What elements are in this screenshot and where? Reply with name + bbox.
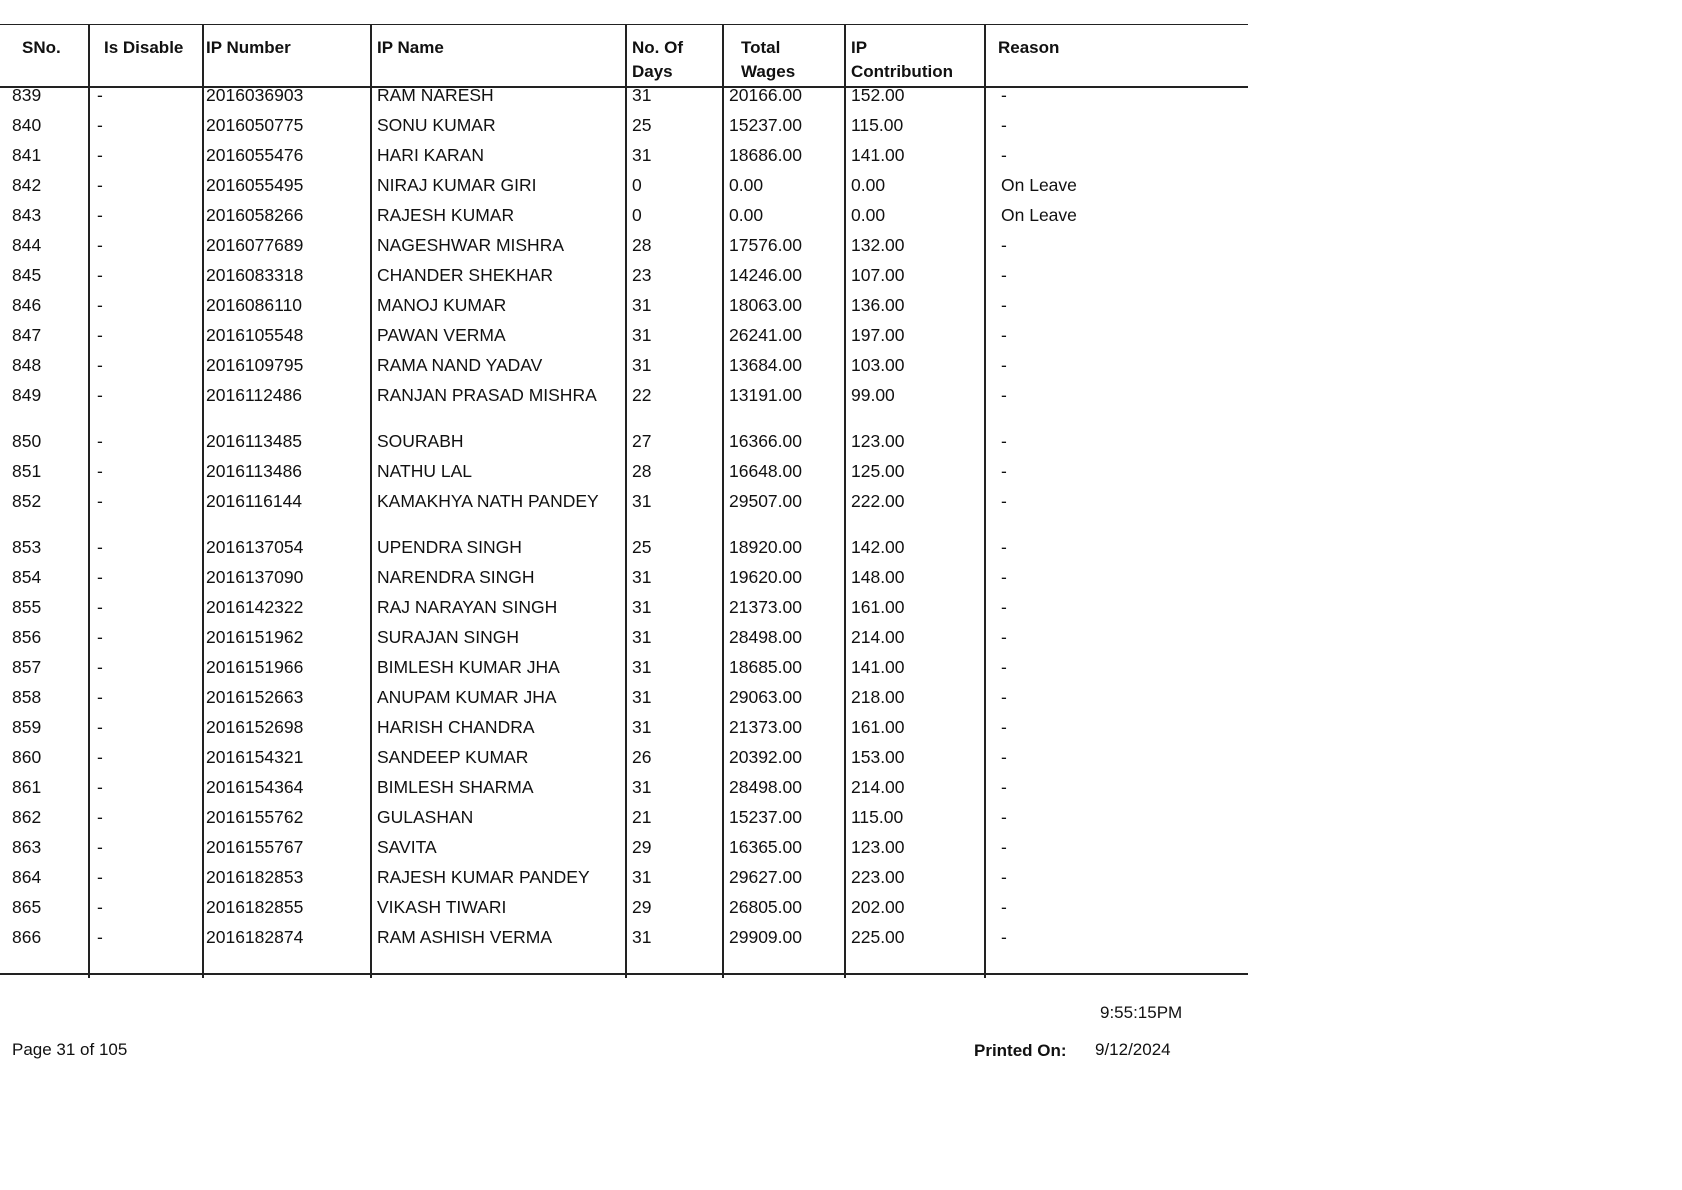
cell-ip-name: SURAJAN SINGH	[377, 627, 519, 647]
cell-no-of-days: 27	[632, 431, 652, 451]
cell-ip-name: RAM NARESH	[377, 85, 494, 105]
cell-sno: 850	[12, 431, 42, 451]
cell-sno: 858	[12, 687, 42, 707]
cell-sno: 861	[12, 777, 42, 797]
cell-total-wages: 20392.00	[729, 747, 802, 767]
cell-no-of-days: 31	[632, 927, 652, 947]
cell-no-of-days: 31	[632, 567, 652, 587]
table-row	[0, 742, 1248, 772]
cell-total-wages: 14246.00	[729, 265, 802, 285]
cell-reason: -	[1001, 537, 1007, 557]
cell-no-of-days: 31	[632, 717, 652, 737]
cell-ip-number: 2016083318	[206, 265, 304, 285]
cell-reason: -	[1001, 295, 1007, 315]
cell-ip-number: 2016154321	[206, 747, 304, 767]
cell-no-of-days: 25	[632, 115, 652, 135]
header-ip-number: IP Number	[206, 38, 291, 57]
cell-sno: 840	[12, 115, 42, 135]
cell-sno: 860	[12, 747, 42, 767]
cell-total-wages: 16365.00	[729, 837, 802, 857]
cell-sno: 849	[12, 385, 42, 405]
cell-ip-number: 2016055495	[206, 175, 304, 195]
cell-ip-contribution: 107.00	[851, 265, 905, 285]
cell-ip-number: 2016036903	[206, 85, 304, 105]
cell-sno: 859	[12, 717, 42, 737]
cell-sno: 864	[12, 867, 42, 887]
cell-ip-name: UPENDRA SINGH	[377, 537, 522, 557]
cell-ip-number: 2016113485	[206, 431, 303, 451]
cell-ip-name: KAMAKHYA NATH PANDEY	[377, 491, 599, 511]
table-row	[0, 80, 1248, 110]
cell-no-of-days: 31	[632, 687, 652, 707]
cell-total-wages: 15237.00	[729, 807, 802, 827]
table-body	[0, 80, 1248, 952]
table-row	[0, 486, 1248, 532]
cell-ip-name: MANOJ KUMAR	[377, 295, 507, 315]
cell-ip-name: NATHU LAL	[377, 461, 472, 481]
cell-is-disable: -	[97, 265, 103, 285]
cell-reason: -	[1001, 235, 1007, 255]
table-row	[0, 622, 1248, 652]
cell-ip-contribution: 223.00	[851, 867, 905, 887]
cell-reason: -	[1001, 897, 1007, 917]
cell-ip-contribution: 115.00	[851, 807, 904, 827]
cell-is-disable: -	[97, 897, 103, 917]
header-total-wages: Total Wages	[741, 38, 796, 81]
cell-sno: 863	[12, 837, 42, 857]
cell-total-wages: 29627.00	[729, 867, 802, 887]
cell-ip-number: 2016137054	[206, 537, 304, 557]
cell-ip-number: 2016142322	[206, 597, 304, 617]
cell-ip-contribution: 0.00	[851, 175, 886, 195]
cell-is-disable: -	[97, 567, 103, 587]
cell-total-wages: 29909.00	[729, 927, 802, 947]
cell-no-of-days: 31	[632, 295, 652, 315]
cell-no-of-days: 29	[632, 897, 652, 917]
cell-ip-number: 2016151962	[206, 627, 304, 647]
cell-no-of-days: 28	[632, 461, 652, 481]
cell-reason: -	[1001, 927, 1007, 947]
cell-ip-number: 2016152698	[206, 717, 304, 737]
cell-is-disable: -	[97, 867, 103, 887]
cell-reason: -	[1001, 627, 1007, 647]
cell-sno: 841	[12, 145, 42, 165]
cell-is-disable: -	[97, 837, 103, 857]
cell-reason: On Leave	[1001, 175, 1077, 195]
table-row	[0, 140, 1248, 170]
cell-sno: 852	[12, 491, 42, 511]
cell-ip-contribution: 161.00	[851, 597, 905, 617]
cell-is-disable: -	[97, 461, 103, 481]
table-row	[0, 380, 1248, 426]
cell-total-wages: 29063.00	[729, 687, 802, 707]
cell-is-disable: -	[97, 491, 103, 511]
table-row	[0, 426, 1248, 456]
cell-is-disable: -	[97, 235, 103, 255]
cell-ip-name: SAVITA	[377, 837, 437, 857]
cell-no-of-days: 31	[632, 325, 652, 345]
cell-ip-contribution: 141.00	[851, 145, 905, 165]
cell-sno: 851	[12, 461, 42, 481]
cell-is-disable: -	[97, 597, 103, 617]
cell-ip-name: CHANDER SHEKHAR	[377, 265, 553, 285]
cell-total-wages: 18685.00	[729, 657, 802, 677]
cell-is-disable: -	[97, 145, 103, 165]
cell-ip-name: ANUPAM KUMAR JHA	[377, 687, 557, 707]
table-row	[0, 562, 1248, 592]
table-row	[0, 892, 1248, 922]
cell-ip-number: 2016155762	[206, 807, 304, 827]
cell-ip-number: 2016155767	[206, 837, 304, 857]
cell-ip-contribution: 148.00	[851, 567, 905, 587]
cell-total-wages: 16648.00	[729, 461, 802, 481]
cell-ip-contribution: 197.00	[851, 325, 905, 345]
cell-sno: 866	[12, 927, 42, 947]
cell-is-disable: -	[97, 687, 103, 707]
cell-no-of-days: 31	[632, 867, 652, 887]
cell-ip-name: NIRAJ KUMAR GIRI	[377, 175, 537, 195]
cell-no-of-days: 31	[632, 777, 652, 797]
page-number: Page 31 of 105	[12, 1040, 128, 1059]
table-row	[0, 922, 1248, 952]
cell-reason: -	[1001, 657, 1007, 677]
cell-total-wages: 18063.00	[729, 295, 802, 315]
cell-sno: 862	[12, 807, 42, 827]
cell-reason: -	[1001, 807, 1007, 827]
cell-ip-name: PAWAN VERMA	[377, 325, 506, 345]
cell-no-of-days: 31	[632, 85, 652, 105]
cell-total-wages: 18920.00	[729, 537, 802, 557]
cell-ip-number: 2016182853	[206, 867, 304, 887]
cell-ip-contribution: 0.00	[851, 205, 886, 225]
table-row	[0, 290, 1248, 320]
cell-is-disable: -	[97, 205, 103, 225]
cell-no-of-days: 25	[632, 537, 652, 557]
table-row	[0, 532, 1248, 562]
table-row	[0, 260, 1248, 290]
cell-reason: On Leave	[1001, 205, 1077, 225]
cell-ip-name: RAMA NAND YADAV	[377, 355, 543, 375]
cell-no-of-days: 28	[632, 235, 652, 255]
cell-is-disable: -	[97, 747, 103, 767]
header-ip-name: IP Name	[377, 38, 444, 57]
cell-sno: 856	[12, 627, 42, 647]
cell-ip-number: 2016116144	[206, 491, 303, 511]
cell-ip-name: RAJESH KUMAR PANDEY	[377, 867, 590, 887]
table-row	[0, 350, 1248, 380]
cell-is-disable: -	[97, 717, 103, 737]
cell-sno: 855	[12, 597, 42, 617]
cell-ip-contribution: 123.00	[851, 837, 905, 857]
table-row	[0, 230, 1248, 260]
cell-sno: 865	[12, 897, 42, 917]
cell-ip-name: SONU KUMAR	[377, 115, 496, 135]
cell-is-disable: -	[97, 537, 103, 557]
header-no-of-days: No. Of Days	[632, 38, 683, 81]
cell-total-wages: 20166.00	[729, 85, 802, 105]
cell-ip-number: 2016109795	[206, 355, 304, 375]
cell-no-of-days: 0	[632, 205, 642, 225]
cell-is-disable: -	[97, 85, 103, 105]
cell-no-of-days: 31	[632, 627, 652, 647]
cell-reason: -	[1001, 717, 1007, 737]
cell-ip-name: VIKASH TIWARI	[377, 897, 507, 917]
printed-time: 9:55:15PM	[1100, 1003, 1183, 1022]
cell-no-of-days: 31	[632, 145, 652, 165]
printed-on-date: 9/12/2024	[1095, 1040, 1171, 1059]
cell-ip-contribution: 115.00	[851, 115, 904, 135]
cell-total-wages: 26241.00	[729, 325, 802, 345]
cell-total-wages: 19620.00	[729, 567, 802, 587]
cell-ip-name: RAJ NARAYAN SINGH	[377, 597, 558, 617]
cell-ip-name: BIMLESH KUMAR JHA	[377, 657, 560, 677]
cell-no-of-days: 23	[632, 265, 652, 285]
cell-reason: -	[1001, 385, 1007, 405]
table-row	[0, 456, 1248, 486]
table-row	[0, 832, 1248, 862]
header-reason: Reason	[998, 38, 1060, 57]
cell-ip-contribution: 152.00	[851, 85, 905, 105]
cell-sno: 844	[12, 235, 42, 255]
cell-ip-name: NARENDRA SINGH	[377, 567, 535, 587]
cell-ip-number: 2016086110	[206, 295, 303, 315]
cell-no-of-days: 31	[632, 491, 652, 511]
cell-ip-number: 2016151966	[206, 657, 304, 677]
table-row	[0, 170, 1248, 200]
cell-ip-name: SOURABH	[377, 431, 464, 451]
cell-ip-number: 2016058266	[206, 205, 304, 225]
cell-sno: 839	[12, 85, 42, 105]
cell-sno: 857	[12, 657, 42, 677]
cell-total-wages: 28498.00	[729, 777, 802, 797]
cell-ip-number: 2016105548	[206, 325, 304, 345]
cell-sno: 845	[12, 265, 42, 285]
table-bottom-rule	[0, 973, 1248, 975]
cell-ip-contribution: 125.00	[851, 461, 905, 481]
cell-is-disable: -	[97, 115, 103, 135]
cell-ip-contribution: 161.00	[851, 717, 905, 737]
cell-ip-number: 2016077689	[206, 235, 304, 255]
cell-no-of-days: 26	[632, 747, 652, 767]
cell-ip-name: RAJESH KUMAR	[377, 205, 515, 225]
cell-total-wages: 0.00	[729, 205, 764, 225]
cell-is-disable: -	[97, 927, 103, 947]
cell-reason: -	[1001, 687, 1007, 707]
cell-reason: -	[1001, 265, 1007, 285]
cell-total-wages: 21373.00	[729, 717, 802, 737]
header-is-disable: Is Disable	[104, 38, 184, 57]
table-top-rule	[0, 24, 1248, 25]
cell-reason: -	[1001, 747, 1007, 767]
cell-no-of-days: 31	[632, 597, 652, 617]
cell-is-disable: -	[97, 627, 103, 647]
printed-on-label: Printed On:	[974, 1041, 1067, 1060]
cell-total-wages: 16366.00	[729, 431, 802, 451]
cell-is-disable: -	[97, 777, 103, 797]
cell-ip-number: 2016055476	[206, 145, 304, 165]
cell-total-wages: 29507.00	[729, 491, 802, 511]
cell-reason: -	[1001, 567, 1007, 587]
cell-no-of-days: 31	[632, 657, 652, 677]
cell-ip-contribution: 222.00	[851, 491, 905, 511]
cell-ip-number: 2016050775	[206, 115, 304, 135]
cell-is-disable: -	[97, 431, 103, 451]
cell-is-disable: -	[97, 175, 103, 195]
cell-no-of-days: 0	[632, 175, 642, 195]
table-row	[0, 802, 1248, 832]
cell-sno: 848	[12, 355, 42, 375]
cell-ip-number: 2016112486	[206, 385, 303, 405]
cell-ip-contribution: 141.00	[851, 657, 905, 677]
cell-ip-contribution: 218.00	[851, 687, 905, 707]
cell-no-of-days: 21	[632, 807, 652, 827]
cell-ip-contribution: 214.00	[851, 777, 905, 797]
cell-no-of-days: 22	[632, 385, 652, 405]
cell-reason: -	[1001, 355, 1007, 375]
cell-ip-contribution: 103.00	[851, 355, 905, 375]
cell-reason: -	[1001, 491, 1007, 511]
cell-is-disable: -	[97, 355, 103, 375]
cell-total-wages: 0.00	[729, 175, 764, 195]
cell-reason: -	[1001, 145, 1007, 165]
cell-sno: 846	[12, 295, 42, 315]
table-row	[0, 682, 1248, 712]
cell-no-of-days: 29	[632, 837, 652, 857]
cell-ip-name: GULASHAN	[377, 807, 474, 827]
cell-total-wages: 13191.00	[729, 385, 802, 405]
cell-reason: -	[1001, 325, 1007, 345]
cell-sno: 853	[12, 537, 42, 557]
cell-ip-number: 2016113486	[206, 461, 303, 481]
table-row	[0, 862, 1248, 892]
cell-ip-number: 2016137090	[206, 567, 304, 587]
cell-reason: -	[1001, 597, 1007, 617]
table-row	[0, 652, 1248, 682]
cell-ip-contribution: 136.00	[851, 295, 905, 315]
cell-is-disable: -	[97, 385, 103, 405]
cell-ip-contribution: 99.00	[851, 385, 895, 405]
cell-total-wages: 13684.00	[729, 355, 802, 375]
cell-reason: -	[1001, 115, 1007, 135]
table-row	[0, 772, 1248, 802]
cell-is-disable: -	[97, 807, 103, 827]
cell-total-wages: 18686.00	[729, 145, 802, 165]
cell-ip-name: RANJAN PRASAD MISHRA	[377, 385, 597, 405]
cell-ip-name: HARISH CHANDRA	[377, 717, 535, 737]
cell-ip-contribution: 123.00	[851, 431, 905, 451]
cell-sno: 847	[12, 325, 42, 345]
table-row	[0, 110, 1248, 140]
cell-ip-name: SANDEEP KUMAR	[377, 747, 529, 767]
cell-reason: -	[1001, 837, 1007, 857]
cell-total-wages: 28498.00	[729, 627, 802, 647]
header-sno: SNo.	[22, 38, 61, 57]
cell-reason: -	[1001, 777, 1007, 797]
table-row	[0, 592, 1248, 622]
cell-is-disable: -	[97, 325, 103, 345]
cell-ip-contribution: 202.00	[851, 897, 905, 917]
cell-reason: -	[1001, 461, 1007, 481]
header-ip-contribution: IP Contribution	[851, 38, 953, 81]
table-row	[0, 320, 1248, 350]
cell-reason: -	[1001, 867, 1007, 887]
cell-ip-contribution: 142.00	[851, 537, 905, 557]
cell-sno: 843	[12, 205, 42, 225]
cell-no-of-days: 31	[632, 355, 652, 375]
cell-is-disable: -	[97, 295, 103, 315]
cell-ip-name: NAGESHWAR MISHRA	[377, 235, 565, 255]
cell-sno: 842	[12, 175, 42, 195]
cell-ip-contribution: 132.00	[851, 235, 905, 255]
cell-ip-number: 2016182874	[206, 927, 304, 947]
cell-ip-name: HARI KARAN	[377, 145, 484, 165]
table-row	[0, 712, 1248, 742]
cell-total-wages: 26805.00	[729, 897, 802, 917]
cell-total-wages: 15237.00	[729, 115, 802, 135]
cell-sno: 854	[12, 567, 42, 587]
cell-is-disable: -	[97, 657, 103, 677]
cell-ip-contribution: 214.00	[851, 627, 905, 647]
cell-reason: -	[1001, 85, 1007, 105]
cell-total-wages: 17576.00	[729, 235, 802, 255]
table-row	[0, 200, 1248, 230]
cell-ip-number: 2016182855	[206, 897, 304, 917]
cell-ip-number: 2016154364	[206, 777, 304, 797]
cell-ip-name: BIMLESH SHARMA	[377, 777, 534, 797]
cell-total-wages: 21373.00	[729, 597, 802, 617]
cell-ip-contribution: 225.00	[851, 927, 905, 947]
cell-ip-contribution: 153.00	[851, 747, 905, 767]
cell-ip-name: RAM ASHISH VERMA	[377, 927, 553, 947]
cell-ip-number: 2016152663	[206, 687, 304, 707]
cell-reason: -	[1001, 431, 1007, 451]
